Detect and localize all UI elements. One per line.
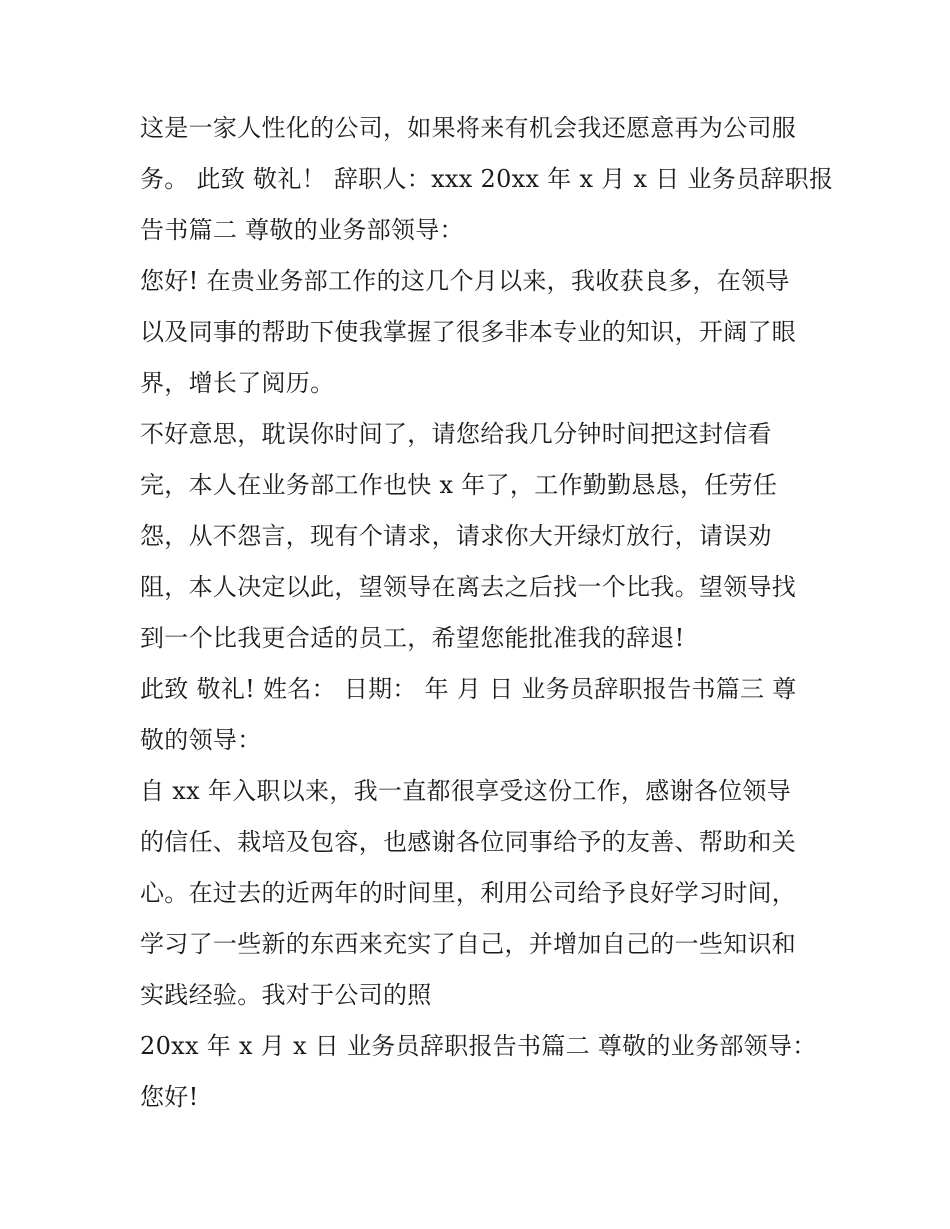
text-line: 怨，从不怨言，现有个请求，请求你大开绿灯放行，请误劝: [140, 522, 772, 550]
text-line: 此致 敬礼! 姓名： 日期： 年 月 日 业务员辞职报告书篇三 尊: [140, 675, 797, 703]
text-line: 心。在过去的近两年的时间里，利用公司给予良好学习时间，: [140, 879, 797, 907]
text-line: 务。 此致 敬礼！ 辞职人：xxx 20xx 年 x 月 x 日 业务员辞职报: [140, 165, 834, 193]
text-line: 的信任、栽培及包容，也感谢各位同事给予的友善、帮助和关: [140, 828, 797, 856]
text-line: 学习了一些新的东西来充实了自己，并增加自己的一些知识和: [140, 930, 797, 958]
text-line: 实践经验。我对于公司的照: [140, 981, 432, 1009]
text-line: 您好!: [140, 1083, 199, 1111]
document-body: [140, 103, 834, 1123]
text-line: 告书篇二 尊敬的业务部领导：: [140, 216, 464, 244]
text-line: 以及同事的帮助下使我掌握了很多非本专业的知识，开阔了眼: [140, 318, 797, 346]
text-line: 自 xx 年入职以来，我一直都很享受这份工作，感谢各位领导: [140, 777, 792, 805]
text-line: 到一个比我更合适的员工，希望您能批准我的辞退!: [140, 624, 685, 652]
text-line: 界，增长了阅历。: [140, 369, 335, 397]
text-line: 不好意思，耽误你时间了，请您给我几分钟时间把这封信看: [140, 420, 772, 448]
text-line: 您好! 在贵业务部工作的这几个月以来，我收获良多，在领导: [140, 267, 790, 295]
text-line: 这是一家人性化的公司，如果将来有机会我还愿意再为公司服: [140, 114, 797, 142]
text-line: 20xx 年 x 月 x 日 业务员辞职报告书篇二 尊敬的业务部领导：: [140, 1032, 817, 1060]
text-line: 阻，本人决定以此，望领导在离去之后找一个比我。望领导找: [140, 573, 797, 601]
text-line: 敬的领导：: [140, 726, 262, 754]
text-line: 完，本人在业务部工作也快 x 年了，工作勤勤恳恳，任劳任: [140, 471, 778, 499]
